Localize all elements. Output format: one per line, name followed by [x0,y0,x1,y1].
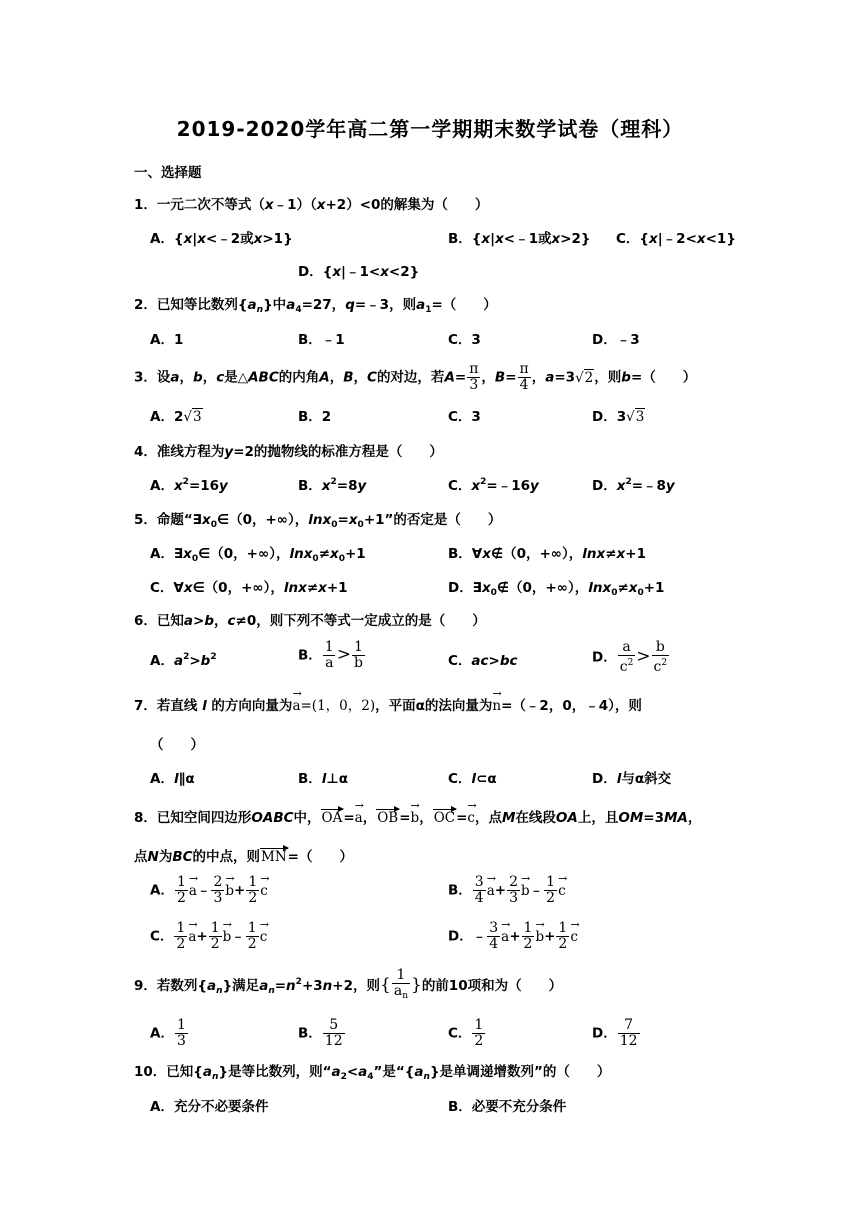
question-10-option-b[interactable]: B．必要不充分条件 [448,1099,567,1115]
question-1-stem: 1．一元二次不等式（x﹣1）（x+2）<0的解集为（ ） [134,197,489,213]
question-9-option-c[interactable]: C． $\frac{1}{2}$ [448,1017,484,1049]
question-4-option-b[interactable]: B．$x^2=8y$ [298,477,367,494]
question-1-option-c[interactable]: C．{x|﹣2<x<1} [616,231,736,247]
question-2-option-c[interactable]: C．3 [448,332,481,348]
section-heading: 一、选择题 [134,165,202,181]
question-7-option-d[interactable]: D．l与α斜交 [592,771,672,787]
question-6-option-c[interactable]: C．ac>bc [448,653,518,669]
question-3-option-a[interactable]: A．2√3 [150,409,202,425]
question-8-option-c[interactable]: C． $\frac{1}{2}$ → a+ $\frac{1}{2}$ → b﹣ $\frac{1}{2}$ → c [150,921,267,952]
question-8-stem-line2: 点N为BC的中点，则MN=（ ） [134,849,353,865]
question-2-option-a[interactable]: A．1 [150,332,184,348]
question-7-blank: （ ） [150,737,204,753]
question-2-stem: 2．已知等比数列$\{a_n\}$中$a_4=27$，q=﹣3，则$a_1=$（ ） [134,297,497,315]
question-5-stem: 5．命题“$\exists x_0\in(0$，+∞），$\ln x_0=x_0+1$”的否定是（ ） [134,512,502,530]
question-1-option-a[interactable]: A．{x|x<﹣2或x>1} [150,231,293,247]
question-4-option-a[interactable]: A．$x^2=16y$ [150,477,228,494]
question-1-option-d[interactable]: D．{x|﹣1<x<2} [298,264,420,280]
question-6-option-a[interactable]: A．$a^2>b^2$ [150,652,217,669]
question-7-option-a[interactable]: A．l∥α [150,771,195,787]
question-5-option-c[interactable]: C．∀x∈（0，+∞），lnx≠x+1 [150,580,348,596]
question-5-option-a[interactable]: A．$\exists x_0\in(0$，+∞），$\ln x_0\ne x_0+1$ [150,546,366,564]
question-2-option-b[interactable]: B．﹣1 [298,332,345,348]
question-10-option-a[interactable]: A．充分不必要条件 [150,1099,269,1115]
question-1-option-b[interactable]: B．{x|x<﹣1或x>2} [448,231,591,247]
question-6-option-b[interactable]: B． $\frac{1}{a}$ > $\frac{1}{b}$ [298,639,363,671]
question-9-stem: 9．若数列$\{a_n\}$满足$a_n=n^2+3n+2$，则{ $\frac{1}{a_n}$ }的前10项和为（ ） [134,968,562,1004]
question-5-option-d[interactable]: D．$\exists x_0\notin(0$，+∞），$\ln x_0\ne x_0+1$ [448,580,665,598]
question-10-stem: 10．已知$\{a_n\}$是等比数列，则“$a_2<a_4$”是“$\{a_n\}$是单调递增数列”的（ ） [134,1064,611,1082]
question-8-option-d[interactable]: D．﹣ $\frac{3}{4}$ → a+ $\frac{1}{2}$ → b+ $\frac{1}{2}$ → c [448,921,578,952]
page-title: 2019-2020学年高二第一学期期末数学试卷（理科） [176,117,684,141]
question-3-option-c[interactable]: C．3 [448,409,481,425]
question-9-option-b[interactable]: B． $\frac{5}{12}$ [298,1017,343,1049]
question-3-option-d[interactable]: D．3√3 [592,409,645,425]
question-4-option-c[interactable]: C．$x^2=﹣16y$ [448,477,539,494]
question-9-option-d[interactable]: D． $\frac{7}{12}$ [592,1017,638,1049]
question-4-option-d[interactable]: D．$x^2=﹣8y$ [592,477,675,494]
question-3-option-b[interactable]: B．2 [298,409,332,425]
question-2-option-d[interactable]: D．﹣3 [592,332,640,348]
question-6-option-d[interactable]: D． $\frac{a}{c^2}$ > $\frac{b}{c^2}$ [592,639,668,675]
question-3-stem: 3．设a，b，c是△ABC的内角A，B，C的对边，若A= $\frac{\pi}{3}$ ，B= $\frac{\pi}{4}$ ，a=3√2，则b=（ ） [134,361,697,393]
question-9-option-a[interactable]: A． $\frac{1}{3}$ [150,1017,186,1049]
question-7-option-c[interactable]: C．l⊂α [448,771,497,787]
question-4-stem: 4．准线方程为y=2的抛物线的标准方程是（ ） [134,444,443,460]
question-6-stem: 6．已知a>b，c≠0，则下列不等式一定成立的是（ ） [134,613,486,629]
question-8-option-a[interactable]: A． $\frac{1}{2}$ → a﹣ $\frac{2}{3}$ → b+ $\frac{1}{2}$ → c [150,875,268,906]
question-8-stem: 8．已知空间四边形OABC中，OA=→ a，OB=→ b，OC=→ c，点M在线段OA上，且OM=3MA， [134,806,701,826]
question-5-option-b[interactable]: B．∀x∉（0，+∞），lnx≠x+1 [448,546,646,562]
question-8-option-b[interactable]: B． $\frac{3}{4}$ → a+ $\frac{2}{3}$ → b﹣ $\frac{1}{2}$ → c [448,875,566,906]
question-7-option-b[interactable]: B．l⊥α [298,771,349,787]
question-7-stem: 7．若直线 l 的方向向量为→ a=(1，0，2)，平面α的法向量为→ n=（﹣2，0，﹣4），则 [134,694,642,714]
